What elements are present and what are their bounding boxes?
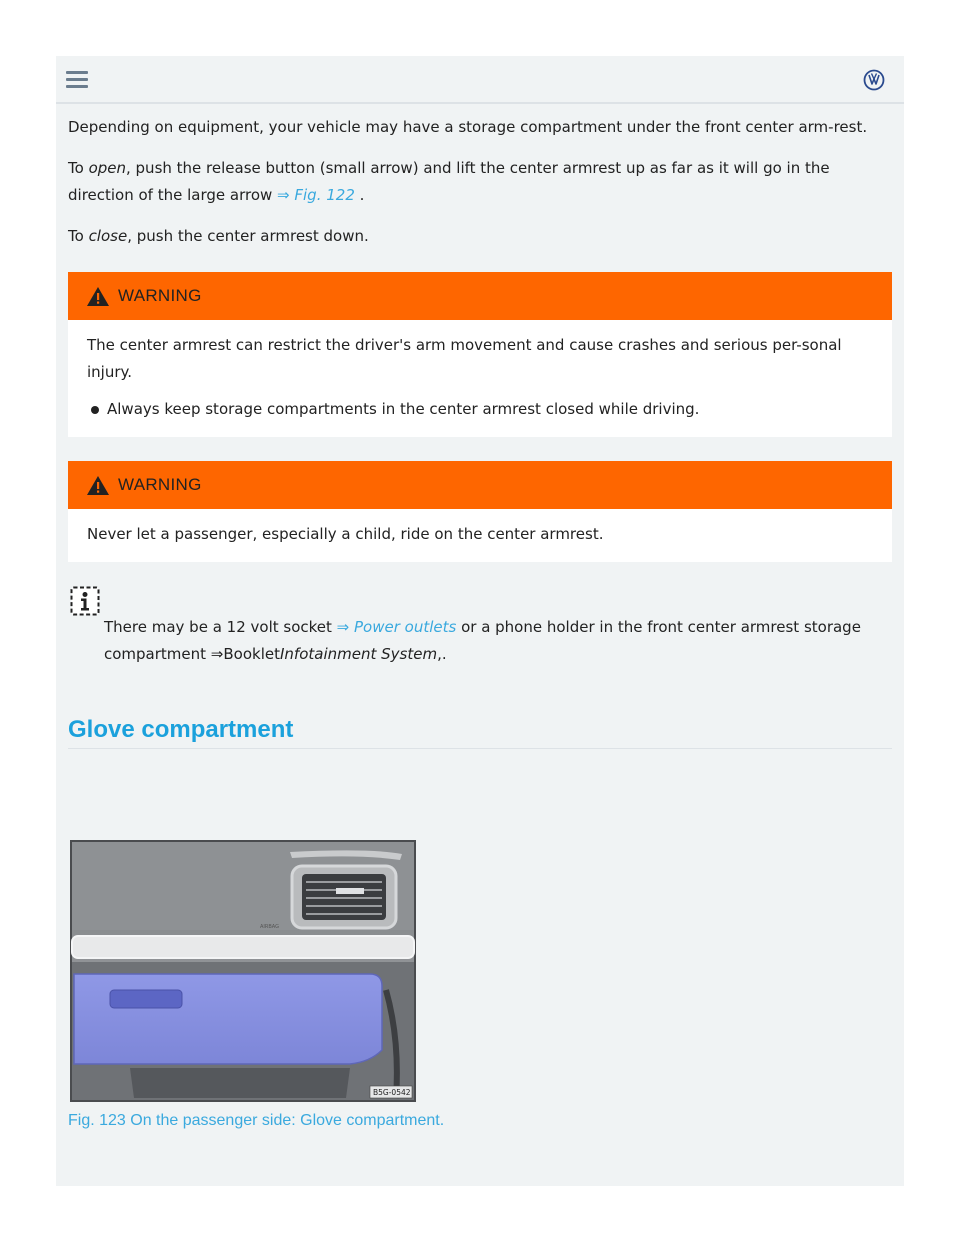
warning-box-1 [68, 272, 892, 437]
warning-box-2 [68, 461, 892, 562]
text: There may be a 12 volt socket [104, 618, 337, 636]
warning-triangle-icon [86, 475, 110, 496]
airbag-label: AIRBAG [260, 924, 280, 930]
text: , push the release button (small arrow) and lift the center armrest up as far as it will go in the direction of the large arrow [68, 159, 830, 204]
paragraph-open [68, 155, 892, 209]
list-item [87, 396, 873, 423]
warning-title: WARNING [118, 286, 202, 305]
manual-page [56, 56, 904, 1186]
warning-triangle-icon [86, 286, 110, 307]
warning-header [68, 272, 892, 320]
content [68, 114, 892, 749]
warning-header [68, 461, 892, 509]
note-text [104, 614, 884, 668]
text: or a phone holder in the front center armrest storage compartment ⇒Booklet [104, 618, 861, 663]
figure-code: B5G-0542 [373, 1088, 411, 1097]
figure-caption: Fig. 123 On the passenger side: Glove compartment. [68, 1112, 445, 1129]
section-heading: Glove compartment [68, 716, 892, 749]
text: , push the center armrest down. [127, 227, 369, 245]
warning-title: WARNING [118, 475, 202, 494]
glove-compartment-figure [70, 840, 416, 1102]
emphasis-close: close [88, 227, 128, 245]
emphasis-open: open [88, 159, 126, 177]
power-outlets-link[interactable]: ⇒ Power outlets [336, 618, 457, 636]
info-note [68, 586, 892, 716]
info-icon [70, 586, 100, 616]
text: To [68, 227, 89, 245]
warning-body [68, 320, 892, 437]
warning-text: Never let a passenger, especially a child, ride on the center armrest. [87, 525, 604, 543]
warning-text: The center armrest can restrict the driver's arm movement and cause crashes and serious per-sonal injury. [87, 336, 842, 381]
bullet-text: Always keep storage compartments in the center armrest closed while driving. [107, 400, 700, 418]
bullet-icon [91, 406, 99, 414]
text: To [68, 159, 89, 177]
text: ,. [437, 645, 447, 663]
warning-body [68, 509, 892, 562]
top-bar [56, 56, 904, 104]
paragraph-close [68, 223, 892, 250]
text: . [354, 186, 365, 204]
fig-122-link[interactable]: ⇒ Fig. 122 [277, 186, 355, 204]
hamburger-menu-icon[interactable] [66, 71, 88, 89]
vw-logo-icon[interactable] [863, 69, 885, 91]
booklet-title: Infotainment System [279, 645, 438, 663]
paragraph-armrest-storage: Depending on equipment, your vehicle may have a storage compartment under the front center arm-rest. [68, 118, 868, 136]
